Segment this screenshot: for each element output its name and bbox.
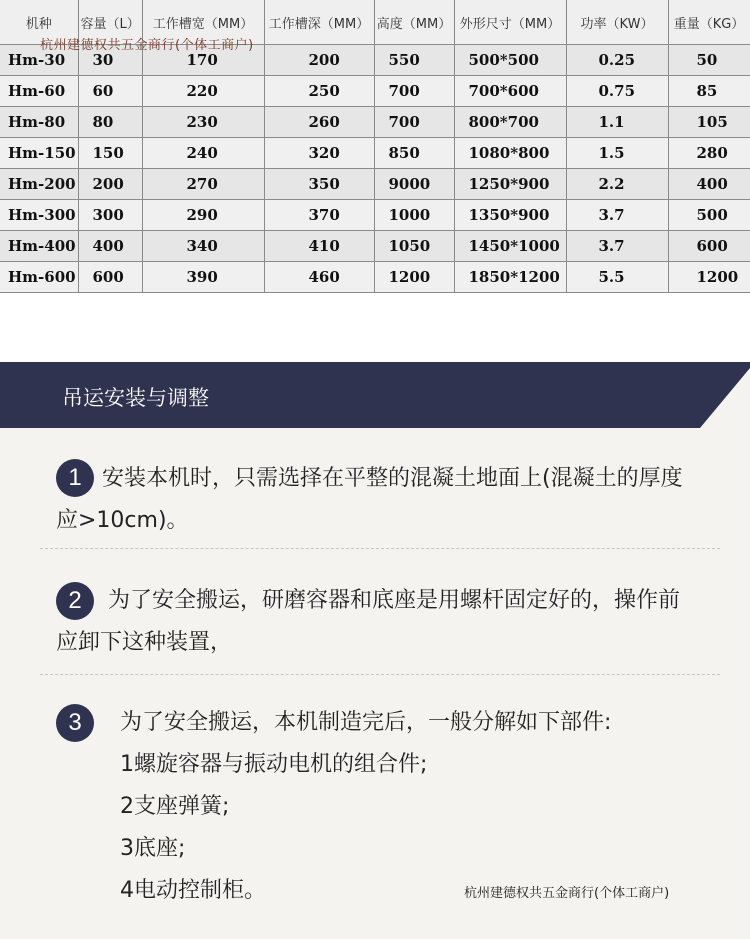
header-model: 机种 <box>0 0 78 45</box>
cell-weight: 280 <box>668 138 750 169</box>
cell-weight: 1200 <box>668 262 750 293</box>
cell-weight: 50 <box>668 45 750 76</box>
cell-dimensions: 1850*1200 <box>454 262 566 293</box>
cell-trough-width: 270 <box>142 169 264 200</box>
divider <box>40 548 720 549</box>
instruction-line: 4电动控制柜。 <box>120 878 266 903</box>
cell-trough-depth: 460 <box>264 262 374 293</box>
header-power: 功率（KW） <box>566 0 668 45</box>
instruction-line: 应卸下这种装置， <box>56 630 233 655</box>
cell-height: 550 <box>374 45 454 76</box>
instruction-line: 为了安全搬运，本机制造完后，一般分解如下部件: <box>120 710 612 735</box>
cell-trough-depth: 410 <box>264 231 374 262</box>
table-row <box>0 200 750 231</box>
header-trough-depth: 工作槽深（MM） <box>264 0 374 45</box>
cell-model: Hm-80 <box>0 107 78 138</box>
cell-dimensions: 1450*1000 <box>454 231 566 262</box>
cell-trough-depth: 370 <box>264 200 374 231</box>
step-number-badge: 3 <box>56 704 94 742</box>
cell-height: 1000 <box>374 200 454 231</box>
cell-trough-width: 170 <box>142 45 264 76</box>
cell-dimensions: 500*500 <box>454 45 566 76</box>
cell-trough-depth: 250 <box>264 76 374 107</box>
table-row <box>0 107 750 138</box>
header-dimensions: 外形尺寸（MM） <box>454 0 566 45</box>
cell-model: Hm-60 <box>0 76 78 107</box>
instruction-line: 2支座弹簧; <box>120 794 230 819</box>
watermark-top: 杭州建德权共五金商行(个体工商户) <box>40 38 254 53</box>
cell-weight: 105 <box>668 107 750 138</box>
instruction-line: 应>10cm)。 <box>56 508 189 533</box>
cell-model: Hm-200 <box>0 169 78 200</box>
cell-capacity: 150 <box>78 138 142 169</box>
divider <box>40 674 720 675</box>
section-title: 吊运安装与调整 <box>62 386 209 410</box>
cell-power: 0.25 <box>566 45 668 76</box>
cell-capacity: 60 <box>78 76 142 107</box>
cell-model: Hm-150 <box>0 138 78 169</box>
cell-dimensions: 1080*800 <box>454 138 566 169</box>
instruction-item-2 <box>56 580 726 664</box>
table-row <box>0 138 750 169</box>
install-section <box>0 362 750 939</box>
instruction-line: 3底座; <box>120 836 186 861</box>
cell-trough-width: 390 <box>142 262 264 293</box>
cell-power: 1.1 <box>566 107 668 138</box>
header-trough-width: 工作槽宽（MM） <box>142 0 264 45</box>
cell-trough-width: 290 <box>142 200 264 231</box>
cell-capacity: 80 <box>78 107 142 138</box>
table-body <box>0 45 750 293</box>
cell-capacity: 400 <box>78 231 142 262</box>
cell-capacity: 300 <box>78 200 142 231</box>
cell-dimensions: 700*600 <box>454 76 566 107</box>
cell-power: 5.5 <box>566 262 668 293</box>
cell-height: 700 <box>374 76 454 107</box>
table-row <box>0 169 750 200</box>
cell-trough-depth: 320 <box>264 138 374 169</box>
step-number-badge: 2 <box>56 582 94 620</box>
cell-height: 850 <box>374 138 454 169</box>
cell-power: 3.7 <box>566 231 668 262</box>
cell-trough-width: 340 <box>142 231 264 262</box>
cell-weight: 400 <box>668 169 750 200</box>
cell-trough-depth: 200 <box>264 45 374 76</box>
cell-height: 1200 <box>374 262 454 293</box>
cell-weight: 500 <box>668 200 750 231</box>
cell-capacity: 200 <box>78 169 142 200</box>
cell-dimensions: 800*700 <box>454 107 566 138</box>
cell-power: 1.5 <box>566 138 668 169</box>
instruction-item-3 <box>56 702 726 912</box>
cell-model: Hm-30 <box>0 45 78 76</box>
table-row <box>0 76 750 107</box>
cell-trough-width: 230 <box>142 107 264 138</box>
cell-trough-width: 220 <box>142 76 264 107</box>
header-capacity: 容量（L） <box>78 0 142 45</box>
header-weight: 重量（KG） <box>668 0 750 45</box>
cell-weight: 85 <box>668 76 750 107</box>
cell-height: 1050 <box>374 231 454 262</box>
cell-capacity: 30 <box>78 45 142 76</box>
cell-trough-width: 240 <box>142 138 264 169</box>
cell-dimensions: 1250*900 <box>454 169 566 200</box>
table-row <box>0 231 750 262</box>
cell-trough-depth: 260 <box>264 107 374 138</box>
cell-dimensions: 1350*900 <box>454 200 566 231</box>
cell-height: 700 <box>374 107 454 138</box>
instruction-line: 安装本机时，只需选择在平整的混凝土地面上(混凝土的厚度 <box>102 466 683 491</box>
cell-capacity: 600 <box>78 262 142 293</box>
cell-model: Hm-300 <box>0 200 78 231</box>
step-number-badge: 1 <box>56 459 94 497</box>
cell-model: Hm-400 <box>0 231 78 262</box>
cell-model: Hm-600 <box>0 262 78 293</box>
watermark-bottom: 杭州建德权共五金商行(个体工商户) <box>464 886 670 901</box>
instruction-item-1 <box>56 458 726 542</box>
cell-power: 3.7 <box>566 200 668 231</box>
header-height: 高度（MM） <box>374 0 454 45</box>
cell-power: 2.2 <box>566 169 668 200</box>
instruction-line: 1螺旋容器与振动电机的组合件; <box>120 752 428 777</box>
instruction-line: 为了安全搬运，研磨容器和底座是用螺杆固定好的，操作前 <box>108 588 681 613</box>
cell-power: 0.75 <box>566 76 668 107</box>
cell-trough-depth: 350 <box>264 169 374 200</box>
table-row <box>0 262 750 293</box>
cell-height: 9000 <box>374 169 454 200</box>
cell-weight: 600 <box>668 231 750 262</box>
